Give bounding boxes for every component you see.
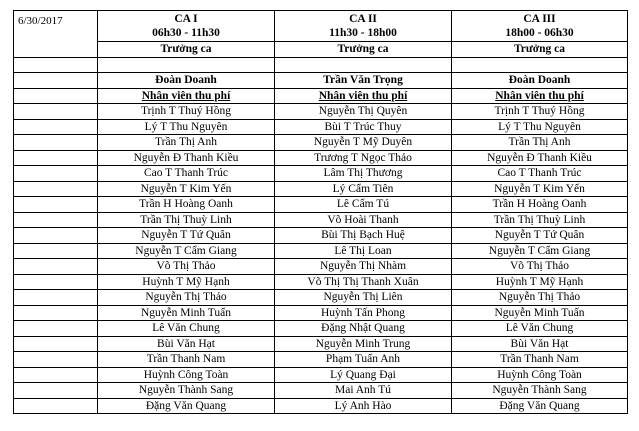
shift-schedule-table xyxy=(13,10,628,414)
staff-name-cell: Nguyễn T Cẩm Giang xyxy=(452,243,628,259)
staff-name-cell: Nguyễn Thị Liên xyxy=(275,290,452,306)
staff-name-cell: Trần H Hoàng Oanh xyxy=(452,197,628,213)
empty-cell xyxy=(14,243,98,259)
staff-name-cell: Võ Thị Thị Thanh Xuân xyxy=(275,274,452,290)
staff-name-cell: Trần Thị Thuỳ Linh xyxy=(98,212,275,228)
staff-row xyxy=(14,197,628,213)
staff-header-row xyxy=(14,88,628,104)
date-cell: 6/30/2017 xyxy=(14,11,98,58)
staff-name-cell: Nguyễn Minh Tuấn xyxy=(452,305,628,321)
blank-row xyxy=(14,57,628,73)
shift-2-leader: Trần Văn Trọng xyxy=(275,73,452,89)
staff-name-cell: Lê Văn Chung xyxy=(98,321,275,337)
staff-name-cell: Trần Thị Thuỳ Linh xyxy=(452,212,628,228)
staff-name-cell: Võ Thị Thảo xyxy=(98,259,275,275)
empty-cell xyxy=(14,259,98,275)
staff-name-cell: Mai Anh Tú xyxy=(275,383,452,399)
staff-row xyxy=(14,367,628,383)
shift-2-staff-header: Nhân viên thu phí xyxy=(275,88,452,104)
staff-name-cell: Lý T Thu Nguyên xyxy=(452,119,628,135)
staff-row xyxy=(14,259,628,275)
staff-row xyxy=(14,290,628,306)
staff-name-cell: Đặng Văn Quang xyxy=(98,398,275,414)
staff-name-cell: Trần Thị Anh xyxy=(98,135,275,151)
empty-cell xyxy=(14,73,98,89)
staff-name-cell: Bùi T Trúc Thuy xyxy=(275,119,452,135)
empty-cell xyxy=(14,197,98,213)
staff-name-cell: Nguyễn T Kim Yến xyxy=(452,181,628,197)
staff-name-cell: Lý Anh Hào xyxy=(275,398,452,414)
empty-cell xyxy=(14,352,98,368)
blank-cell xyxy=(14,57,98,73)
blank-cell xyxy=(275,57,452,73)
staff-name-cell: Huỳnh Công Toàn xyxy=(452,367,628,383)
staff-row xyxy=(14,104,628,120)
leader-row xyxy=(14,73,628,89)
shift-1-role: Trưởng ca xyxy=(98,42,275,58)
staff-row xyxy=(14,383,628,399)
staff-name-cell: Lý Cẩm Tiên xyxy=(275,181,452,197)
staff-name-cell: Trương T Ngọc Thảo xyxy=(275,150,452,166)
staff-row xyxy=(14,135,628,151)
shift-2-role: Trưởng ca xyxy=(275,42,452,58)
staff-name-cell: Trần Thanh Nam xyxy=(98,352,275,368)
staff-row xyxy=(14,181,628,197)
empty-cell xyxy=(14,290,98,306)
staff-name-cell: Nguyễn Thị Thảo xyxy=(452,290,628,306)
staff-name-cell: Võ Thị Thảo xyxy=(452,259,628,275)
shift-3-staff-header: Nhân viên thu phí xyxy=(452,88,628,104)
staff-name-cell: Cao T Thanh Trúc xyxy=(452,166,628,182)
staff-name-cell: Nguyễn T Tứ Quân xyxy=(98,228,275,244)
shift-1-staff-header: Nhân viên thu phí xyxy=(98,88,275,104)
staff-name-cell: Trịnh T Thuý Hồng xyxy=(98,104,275,120)
staff-name-cell: Huỳnh Tấn Phong xyxy=(275,305,452,321)
empty-cell xyxy=(14,88,98,104)
shift-2-name: CA II xyxy=(349,13,377,25)
staff-name-cell: Nguyễn T Tứ Quân xyxy=(452,228,628,244)
staff-name-cell: Nguyễn Thị Nhàm xyxy=(275,259,452,275)
staff-name-cell: Huỳnh Công Toàn xyxy=(98,367,275,383)
staff-name-cell: Huỳnh T Mỹ Hạnh xyxy=(98,274,275,290)
empty-cell xyxy=(14,398,98,414)
empty-cell xyxy=(14,212,98,228)
staff-row xyxy=(14,228,628,244)
staff-name-cell: Đặng Nhật Quang xyxy=(275,321,452,337)
staff-name-cell: Bùi Văn Hạt xyxy=(452,336,628,352)
empty-cell xyxy=(14,228,98,244)
staff-name-cell: Lâm Thị Thương xyxy=(275,166,452,182)
staff-name-cell: Nguyễn Thành Sang xyxy=(452,383,628,399)
staff-row xyxy=(14,321,628,337)
staff-name-cell: Bùi Văn Hạt xyxy=(98,336,275,352)
staff-name-cell: Trần Thanh Nam xyxy=(452,352,628,368)
staff-row xyxy=(14,352,628,368)
blank-cell xyxy=(452,57,628,73)
empty-cell xyxy=(14,321,98,337)
staff-name-cell: Lê Thị Loan xyxy=(275,243,452,259)
staff-name-cell: Trần H Hoàng Oanh xyxy=(98,197,275,213)
staff-row xyxy=(14,398,628,414)
staff-name-cell: Nguyễn Thị Quyên xyxy=(275,104,452,120)
staff-row xyxy=(14,243,628,259)
role-row xyxy=(14,42,628,58)
staff-name-cell: Trịnh T Thuý Hồng xyxy=(452,104,628,120)
shift-3-leader: Đoàn Doanh xyxy=(452,73,628,89)
staff-name-cell: Lê Cẩm Tú xyxy=(275,197,452,213)
empty-cell xyxy=(14,104,98,120)
staff-row xyxy=(14,166,628,182)
staff-name-cell: Nguyễn Đ Thanh Kiều xyxy=(98,150,275,166)
staff-row xyxy=(14,119,628,135)
shift-1-time: 06h30 - 11h30 xyxy=(152,27,220,39)
staff-name-cell: Nguyễn Minh Trung xyxy=(275,336,452,352)
staff-row xyxy=(14,212,628,228)
staff-name-cell: Nguyễn Đ Thanh Kiều xyxy=(452,150,628,166)
empty-cell xyxy=(14,119,98,135)
staff-name-cell: Trần Thị Anh xyxy=(452,135,628,151)
empty-cell xyxy=(14,274,98,290)
staff-name-cell: Nguyễn T Mỹ Duyên xyxy=(275,135,452,151)
shift-1-name: CA I xyxy=(174,13,198,25)
shift-3-time: 18h00 - 06h30 xyxy=(505,27,574,39)
staff-name-cell: Đặng Văn Quang xyxy=(452,398,628,414)
staff-row xyxy=(14,274,628,290)
shift-header-row xyxy=(14,11,628,42)
staff-row xyxy=(14,336,628,352)
empty-cell xyxy=(14,305,98,321)
shift-3-name: CA III xyxy=(523,13,556,25)
staff-name-cell: Nguyễn Thị Thảo xyxy=(98,290,275,306)
staff-name-cell: Lý T Thu Nguyên xyxy=(98,119,275,135)
shift-1-header xyxy=(98,11,275,42)
empty-cell xyxy=(14,336,98,352)
staff-name-cell: Lê Văn Chung xyxy=(452,321,628,337)
shift-1-leader: Đoàn Doanh xyxy=(98,73,275,89)
staff-name-cell: Bùi Thị Bạch Huệ xyxy=(275,228,452,244)
empty-cell xyxy=(14,181,98,197)
shift-2-time: 11h30 - 18h00 xyxy=(329,27,397,39)
staff-name-cell: Phạm Tuấn Anh xyxy=(275,352,452,368)
staff-name-cell: Nguyễn T Kim Yến xyxy=(98,181,275,197)
empty-cell xyxy=(14,383,98,399)
empty-cell xyxy=(14,150,98,166)
blank-cell xyxy=(98,57,275,73)
staff-name-cell: Lý Quang Đại xyxy=(275,367,452,383)
empty-cell xyxy=(14,166,98,182)
shift-3-role: Trưởng ca xyxy=(452,42,628,58)
empty-cell xyxy=(14,135,98,151)
staff-row xyxy=(14,150,628,166)
staff-name-cell: Võ Hoài Thanh xyxy=(275,212,452,228)
staff-name-cell: Cao T Thanh Trúc xyxy=(98,166,275,182)
staff-name-cell: Nguyễn Thành Sang xyxy=(98,383,275,399)
shift-3-header xyxy=(452,11,628,42)
staff-row xyxy=(14,305,628,321)
shift-2-header xyxy=(275,11,452,42)
staff-name-cell: Nguyễn Minh Tuấn xyxy=(98,305,275,321)
staff-name-cell: Huỳnh T Mỹ Hạnh xyxy=(452,274,628,290)
staff-name-cell: Nguyễn T Cẩm Giang xyxy=(98,243,275,259)
empty-cell xyxy=(14,367,98,383)
